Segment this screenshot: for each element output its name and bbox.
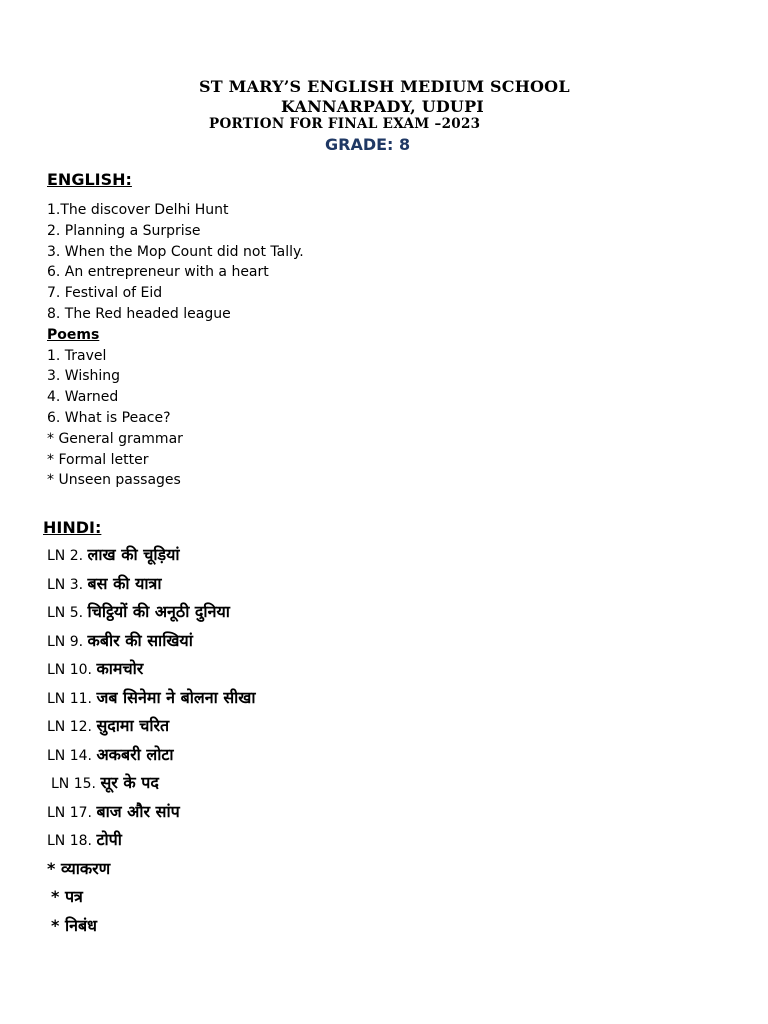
hindi-lesson xyxy=(47,541,256,570)
english-syllabus-list xyxy=(47,200,304,491)
lesson-title: कबीर की साखियां xyxy=(87,630,193,650)
exam-title: PORTION FOR FINAL EXAM –2023 xyxy=(209,116,481,132)
lesson-title: जब सिनेमा ने बोलना सीखा xyxy=(96,687,256,707)
english-lesson: 8. The Red headed league xyxy=(47,305,231,322)
lesson-title: बस की यात्रा xyxy=(87,573,162,593)
english-poem: 4. Warned xyxy=(47,389,119,406)
hindi-syllabus-list xyxy=(47,541,256,940)
lesson-number: LN 11. xyxy=(47,690,92,707)
english-extra-topic: * General grammar xyxy=(47,430,183,447)
hindi-extra-topic xyxy=(47,912,256,941)
lesson-number: LN 15. xyxy=(51,776,96,792)
english-extra-topic: * Unseen passages xyxy=(47,472,181,489)
hindi-lesson xyxy=(47,598,256,627)
english-lesson: 2. Planning a Surprise xyxy=(47,222,201,239)
hindi-lesson xyxy=(47,769,256,798)
lesson-number: LN 10. xyxy=(47,662,92,678)
lesson-title: सुदामा चरित xyxy=(96,716,170,735)
hindi-lesson xyxy=(47,684,256,713)
hindi-extra-topic xyxy=(47,883,256,912)
lesson-number: LN 3. xyxy=(47,576,84,593)
topic-title: * पत्र xyxy=(51,887,83,906)
lesson-title: बाज और सांप xyxy=(96,801,180,821)
topic-title: * निबंध xyxy=(51,915,97,935)
lesson-title: अकबरी लोटा xyxy=(96,744,174,764)
lesson-title: कामचोर xyxy=(96,659,144,678)
english-extra-topic: * Formal letter xyxy=(47,451,149,468)
topic-title: * व्याकरण xyxy=(47,858,111,878)
lesson-number: LN 5. xyxy=(47,605,84,621)
english-poem: 1. Travel xyxy=(47,347,107,364)
hindi-lesson xyxy=(47,570,256,599)
english-lesson: 7. Festival of Eid xyxy=(47,285,163,302)
school-location: KANNARPADY, UDUPI xyxy=(281,97,484,116)
lesson-title: लाख की चूड़ियां xyxy=(87,545,180,564)
english-poem: 6. What is Peace? xyxy=(47,409,171,426)
hindi-extra-topic xyxy=(47,855,256,884)
lesson-number: LN 18. xyxy=(47,833,92,849)
hindi-lesson xyxy=(47,798,256,827)
english-lesson: 1.The discover Delhi Hunt xyxy=(47,202,229,218)
lesson-title: सूर के पद xyxy=(100,773,159,792)
hindi-lesson xyxy=(47,655,256,684)
lesson-number: LN 9. xyxy=(47,633,84,650)
hindi-lesson xyxy=(47,741,256,770)
poems-heading: Poems xyxy=(47,326,100,343)
lesson-number: LN 14. xyxy=(47,747,92,764)
english-lesson: 6. An entrepreneur with a heart xyxy=(47,264,269,281)
grade-label: GRADE: 8 xyxy=(325,135,411,154)
hindi-lesson xyxy=(47,627,256,656)
hindi-lesson xyxy=(47,712,256,741)
lesson-title: टोपी xyxy=(96,830,122,849)
lesson-number: LN 2. xyxy=(47,548,84,564)
hindi-heading: HINDI: xyxy=(43,518,102,537)
english-poem: 3. Wishing xyxy=(47,368,121,385)
english-heading: ENGLISH: xyxy=(47,170,132,189)
english-lesson: 3. When the Mop Count did not Tally. xyxy=(47,243,304,260)
school-name: ST MARY’S ENGLISH MEDIUM SCHOOL xyxy=(199,77,570,96)
hindi-lesson xyxy=(47,826,256,855)
lesson-number: LN 12. xyxy=(47,719,92,735)
lesson-title: चिट्ठियों की अनूठी दुनिया xyxy=(87,602,230,621)
lesson-number: LN 17. xyxy=(47,804,92,821)
